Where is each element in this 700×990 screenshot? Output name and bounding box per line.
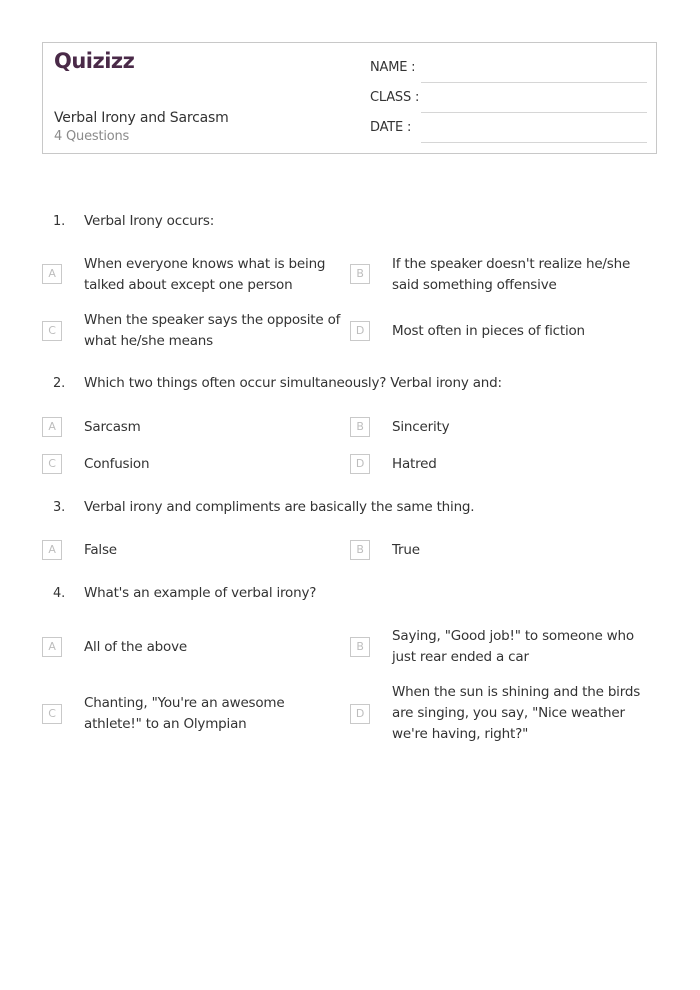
date-line xyxy=(421,142,647,143)
option-b-box[interactable]: B xyxy=(350,417,370,437)
option-d-text: Hatred xyxy=(392,456,437,472)
question-text: Which two things often occur simultaneously? Verbal irony and: xyxy=(84,375,502,391)
option-b-text: Saying, "Good job!" to someone who just rear ended a car xyxy=(392,628,634,665)
option-a-text: When everyone knows what is being talked about except one person xyxy=(84,256,326,293)
option-c-text: When the speaker says the opposite of what he/she means xyxy=(84,312,341,349)
option-a-text: False xyxy=(84,542,117,558)
date-field xyxy=(370,120,647,142)
question-number: 2. xyxy=(53,376,66,391)
option-c-text: Confusion xyxy=(84,456,150,472)
option-a-box[interactable]: A xyxy=(42,637,62,657)
option-c-box[interactable]: C xyxy=(42,321,62,341)
option-d-text: Most often in pieces of fiction xyxy=(392,323,585,339)
worksheet-header xyxy=(42,42,657,154)
option-a-text: All of the above xyxy=(84,639,187,655)
name-label: NAME : xyxy=(370,60,416,75)
option-c-box[interactable]: C xyxy=(42,454,62,474)
date-label: DATE : xyxy=(370,120,412,135)
name-line xyxy=(421,82,647,83)
question-text: What's an example of verbal irony? xyxy=(84,585,317,601)
question-text: Verbal Irony occurs: xyxy=(84,213,215,229)
option-b-text: If the speaker doesn't realize he/she said something offensive xyxy=(392,256,631,293)
option-b-box[interactable]: B xyxy=(350,540,370,560)
option-b-text: Sincerity xyxy=(392,419,450,435)
quizizz-logo: Quizizz xyxy=(54,49,135,73)
question-number: 3. xyxy=(53,500,66,515)
option-b-box[interactable]: B xyxy=(350,264,370,284)
question-number: 4. xyxy=(53,586,66,601)
option-a-box[interactable]: A xyxy=(42,264,62,284)
question-text: Verbal irony and compliments are basically the same thing. xyxy=(84,499,475,515)
question-count: 4 Questions xyxy=(54,129,130,144)
option-a-box[interactable]: A xyxy=(42,540,62,560)
option-d-text: When the sun is shining and the birds are singing, you say, "Nice weather we're having, right?" xyxy=(392,684,641,742)
option-d-box[interactable]: D xyxy=(350,454,370,474)
question-number: 1. xyxy=(53,214,66,229)
option-c-box[interactable]: C xyxy=(42,704,62,724)
option-b-text: True xyxy=(392,542,420,558)
option-d-box[interactable]: D xyxy=(350,704,370,724)
class-label: CLASS : xyxy=(370,90,420,105)
worksheet-title: Verbal Irony and Sarcasm xyxy=(54,110,229,126)
class-field xyxy=(370,90,647,112)
option-d-box[interactable]: D xyxy=(350,321,370,341)
class-line xyxy=(421,112,647,113)
name-field xyxy=(370,60,647,82)
option-b-box[interactable]: B xyxy=(350,637,370,657)
option-c-text: Chanting, "You're an awesome athlete!" to an Olympian xyxy=(84,695,285,732)
option-a-box[interactable]: A xyxy=(42,417,62,437)
option-a-text: Sarcasm xyxy=(84,419,141,435)
